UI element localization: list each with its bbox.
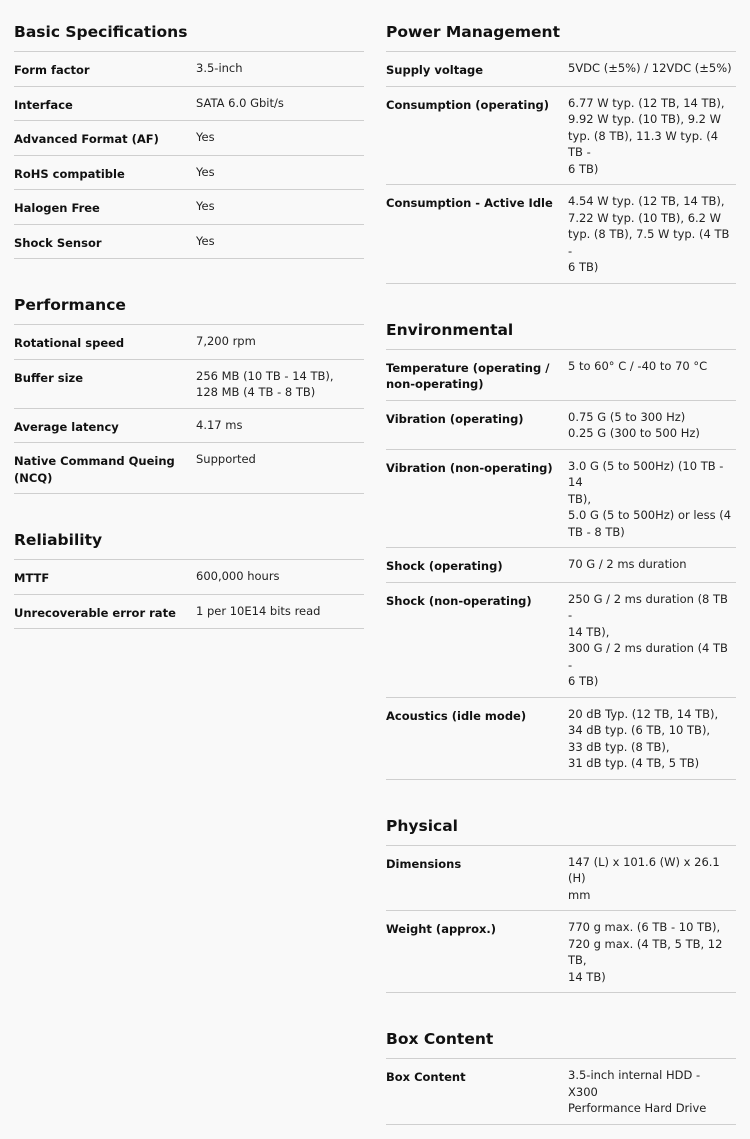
spec-value: 1 per 10E14 bits read (196, 603, 321, 618)
spec-value: Yes (196, 199, 215, 213)
spec-label: Rotational speed (14, 336, 125, 350)
spec-value: 256 MB (10 TB - 14 TB), 128 MB (4 TB - 8 TB) (196, 368, 334, 399)
spec-row-vibration-non-operating (386, 450, 736, 549)
spec-row-acoustics-idle-mode (386, 698, 736, 780)
spec-row-consumption-operating (386, 87, 736, 186)
spec-value: 4.17 ms (196, 417, 243, 432)
spec-value: 600,000 hours (196, 569, 280, 583)
spec-section-environmental (386, 298, 736, 780)
section-title: Power Management (386, 0, 736, 52)
spec-value: 4.54 W typ. (12 TB, 14 TB), 7.22 W typ. (10 TB), 6.2 W typ. (8 TB), 7.5 W typ. (4 TB - 6 TB) (568, 194, 730, 274)
spec-label: Temperature (operating / non-operating) (386, 360, 550, 391)
spec-row-advanced-format-af (14, 121, 364, 156)
spec-row-form-factor (14, 52, 364, 87)
spec-section-performance (14, 273, 364, 494)
spec-row-box-content (386, 1059, 736, 1125)
spec-row-shock-sensor (14, 225, 364, 260)
spec-value: 70 G / 2 ms duration (568, 557, 687, 571)
spec-row-shock-operating (386, 548, 736, 583)
spec-value: 3.0 G (5 to 500Hz) (10 TB - 14 TB), 5.0 G (5 to 500Hz) or less (4 TB - 8 TB) (568, 458, 732, 539)
spec-value: 3.5-inch internal HDD - X300 Performance Hard Drive (568, 1068, 707, 1115)
spec-row-halogen-free (14, 190, 364, 225)
spec-label: Supply voltage (386, 63, 484, 77)
section-title: Physical (386, 794, 736, 846)
section-title: Basic Specifications (14, 0, 364, 52)
spec-section-basic-specifications (14, 0, 364, 259)
spec-label: Unrecoverable error rate (14, 605, 176, 620)
spec-label: Weight (approx.) (386, 922, 497, 936)
spec-label: Consumption (operating) (386, 97, 550, 112)
spec-value: 770 g max. (6 TB - 10 TB), 720 g max. (4 TB, 5 TB, 12 TB, 14 TB) (568, 920, 723, 984)
spec-section-reliability (14, 508, 364, 629)
spec-value: Yes (196, 130, 215, 144)
spec-label: RoHS compatible (14, 166, 125, 181)
spec-row-rotational-speed (14, 325, 364, 360)
spec-value: 6.77 W typ. (12 TB, 14 TB), 9.92 W typ. (10 TB), 9.2 W typ. (8 TB), 11.3 W typ. (4 TB - 6 TB) (568, 95, 725, 176)
spec-section-box-content (386, 1007, 736, 1125)
spec-value: 20 dB Typ. (12 TB, 14 TB), 34 dB typ. (6 TB, 10 TB), 33 dB typ. (8 TB), 31 dB typ. (4 TB, 5 TB) (568, 706, 719, 770)
spec-row-temperature-operating-non-operating (386, 350, 736, 401)
spec-value: 3.5-inch (196, 61, 243, 75)
spec-row-unrecoverable-error-rate (14, 595, 364, 630)
spec-section-physical (386, 794, 736, 994)
spec-value: 5 to 60° C / -40 to 70 °C (568, 358, 708, 373)
spec-label: Form factor (14, 63, 90, 77)
spec-value: 0.75 G (5 to 300 Hz) 0.25 G (300 to 500 Hz) (568, 409, 700, 440)
spec-label: Native Command Queing (NCQ) (14, 454, 175, 485)
spec-label: Halogen Free (14, 201, 100, 215)
spec-label: Shock Sensor (14, 235, 102, 250)
spec-row-supply-voltage (386, 52, 736, 87)
spec-label: Advanced Format (AF) (14, 132, 159, 146)
spec-value: 7,200 rpm (196, 334, 256, 348)
spec-column-right (386, 0, 736, 1139)
spec-value: 5VDC (±5%) / 12VDC (±5%) (568, 61, 732, 75)
spec-label: Buffer size (14, 370, 84, 385)
spec-value: Yes (196, 233, 215, 248)
spec-label: Shock (non-operating) (386, 593, 532, 608)
spec-label: MTTF (14, 571, 50, 585)
spec-label: Consumption - Active Idle (386, 196, 553, 210)
section-title: Performance (14, 273, 364, 325)
spec-label: Box Content (386, 1070, 466, 1084)
spec-row-average-latency (14, 409, 364, 444)
spec-row-buffer-size (14, 360, 364, 409)
spec-row-interface (14, 87, 364, 122)
section-title: Box Content (386, 1007, 736, 1059)
spec-row-shock-non-operating (386, 583, 736, 698)
spec-label: Vibration (non-operating) (386, 460, 553, 475)
spec-label: Average latency (14, 419, 119, 434)
spec-value: 147 (L) x 101.6 (W) x 26.1 (H) mm (568, 854, 720, 902)
spec-label: Dimensions (386, 856, 462, 871)
spec-row-dimensions (386, 846, 736, 912)
spec-column-left (14, 0, 364, 643)
section-title: Reliability (14, 508, 364, 560)
spec-row-consumption-active-idle (386, 185, 736, 284)
spec-label: Interface (14, 97, 73, 112)
spec-row-vibration-operating (386, 401, 736, 450)
spec-row-rohs-compatible (14, 156, 364, 191)
spec-label: Acoustics (idle mode) (386, 708, 527, 723)
section-title: Environmental (386, 298, 736, 350)
spec-value: Yes (196, 164, 215, 179)
spec-row-weight-approx (386, 911, 736, 993)
spec-value: Supported (196, 452, 256, 466)
spec-value: 250 G / 2 ms duration (8 TB - 14 TB), 300 G / 2 ms duration (4 TB - 6 TB) (568, 591, 728, 688)
spec-value: SATA 6.0 Gbit/s (196, 95, 284, 110)
spec-row-mttf (14, 560, 364, 595)
spec-row-native-command-queing-ncq (14, 443, 364, 494)
spec-label: Shock (operating) (386, 559, 503, 573)
spec-section-power-management (386, 0, 736, 284)
spec-label: Vibration (operating) (386, 411, 524, 426)
